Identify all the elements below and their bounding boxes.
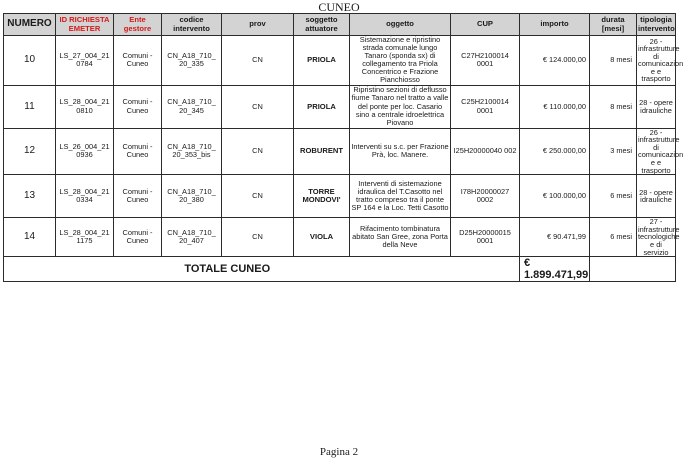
column-header-soggetto-attuatore: soggetto attuatore [294, 14, 350, 36]
total-value: € 1.899.471,99 [520, 257, 590, 282]
table-row [4, 85, 676, 128]
column-header-oggetto: oggetto [350, 14, 451, 36]
cell-durata: 8 mesi [590, 36, 637, 86]
cell-codice-intervento: CN_A18_710_ 20_345 [162, 85, 222, 128]
cell-numero: 12 [4, 128, 56, 175]
cell-prov: CN [222, 128, 294, 175]
cell-soggetto-attuatore: ROBURENT [294, 128, 350, 175]
cell-numero: 11 [4, 85, 56, 128]
cell-oggetto: Interventi di sistemazione idraulica del T.Casotto nel tratto compreso tra il ponte SP 164 e la Loc. Tetti Casotto [350, 175, 451, 218]
cell-codice-intervento: CN_A18_710_ 20_353_bis [162, 128, 222, 175]
cell-importo: € 90.471,99 [520, 218, 590, 257]
cell-oggetto: Sistemazione e ripristino strada comunale lungo Tanaro (sponda sx) di collegamento tra Priola Concentrico e Frazione Pianchiosso [350, 36, 451, 86]
column-header-tipologia: tipologia intervento [637, 14, 676, 36]
cell-soggetto-attuatore: VIOLA [294, 218, 350, 257]
cell-tipologia: 26 - infrastrutture di comunicazion e e trasporto [638, 127, 683, 175]
cell-codice-intervento: CN_A18_710_ 20_380 [162, 175, 222, 218]
page-heading: CUNEO [318, 0, 360, 14]
cell-prov: CN [222, 175, 294, 218]
cell-soggetto-attuatore: PRIOLA [294, 36, 350, 86]
column-header-prov: prov [222, 14, 294, 36]
cell-soggetto-attuatore: PRIOLA [294, 85, 350, 128]
cell-cup: I25H20000040 002 [451, 128, 520, 175]
column-header-ente-gestore: Ente gestore [114, 14, 162, 36]
cell-codice-intervento: CN_A18_710_ 20_335 [162, 36, 222, 86]
cell-cup: I78H20000027 0002 [451, 175, 520, 218]
cell-cup: C27H2100014 0001 [451, 36, 520, 86]
cell-tipologia: 28 - opere idrauliche [637, 175, 676, 218]
cell-oggetto: Interventi su s.c. per Frazione Prà, loc. Manere. [350, 128, 451, 175]
cell-durata: 8 mesi [590, 85, 637, 128]
cell-codice-intervento: CN_A18_710_ 20_407 [162, 218, 222, 257]
cell-id-richiesta: LS_28_004_21 0810 [56, 85, 114, 128]
column-header-durata: durata [mesi] [590, 14, 637, 36]
cell-durata: 3 mesi [590, 128, 637, 175]
table-header-row [4, 14, 676, 36]
cell-id-richiesta: LS_26_004_21 0936 [56, 128, 114, 175]
cell-ente-gestore: Comuni - Cuneo [114, 128, 162, 175]
column-header-codice-intervento: codice intervento [162, 14, 222, 36]
cell-ente-gestore: Comuni - Cuneo [114, 85, 162, 128]
cell-importo: € 110.000,00 [520, 85, 590, 128]
cell-importo: € 124.000,00 [520, 36, 590, 86]
cell-durata: 6 mesi [590, 175, 637, 218]
cell-id-richiesta: LS_27_004_21 0784 [56, 36, 114, 86]
cell-id-richiesta: LS_28_004_21 0334 [56, 175, 114, 218]
total-row [4, 257, 676, 282]
column-header-importo: importo [520, 14, 590, 36]
cell-numero: 13 [4, 175, 56, 218]
cell-oggetto: Rifacimento tombinatura abitato San Gree, zona Porta della Neve [350, 218, 451, 257]
cell-numero: 14 [4, 218, 56, 257]
table-row [4, 128, 676, 175]
cell-prov: CN [222, 85, 294, 128]
column-header-numero: NUMERO [4, 14, 56, 36]
table-row [4, 218, 676, 257]
cell-durata: 6 mesi [590, 218, 637, 257]
total-label: TOTALE CUNEO [4, 257, 451, 282]
table-row [4, 36, 676, 86]
column-header-cup: CUP [451, 14, 520, 36]
cell-soggetto-attuatore: TORRE MONDOVI' [294, 175, 350, 218]
cell-prov: CN [222, 36, 294, 86]
cell-tipologia: 28 - opere idrauliche [637, 85, 676, 128]
table-row [4, 175, 676, 218]
cell-tipologia: 27 - infrastrutture tecnologiche e di servizio [638, 217, 680, 257]
cell-numero: 10 [4, 36, 56, 86]
cell-tipologia: 26 - infrastrutture di comunicazion e e trasporto [638, 36, 683, 84]
cell-cup: D25H20000015 0001 [451, 218, 520, 257]
cell-importo: € 100.000,00 [520, 175, 590, 218]
cell-importo: € 250.000,00 [520, 128, 590, 175]
cell-id-richiesta: LS_28_004_21 1175 [56, 218, 114, 257]
cell-ente-gestore: Comuni - Cuneo [114, 175, 162, 218]
cell-ente-gestore: Comuni - Cuneo [114, 36, 162, 86]
cell-cup: C25H2100014 0001 [451, 85, 520, 128]
cell-ente-gestore: Comuni - Cuneo [114, 218, 162, 257]
total-spacer-end [590, 257, 676, 282]
interventions-table [3, 13, 683, 282]
total-spacer [451, 257, 520, 282]
cell-prov: CN [222, 218, 294, 257]
page-number: Pagina 2 [319, 446, 359, 458]
cell-oggetto: Ripristino sezioni di deflusso fiume Tanaro nel tratto a valle del ponte per loc. Casario sino a centrale idroelettrica Piovano [350, 85, 451, 128]
column-header-id-richiesta: ID RICHIESTA EMETER [56, 14, 114, 36]
